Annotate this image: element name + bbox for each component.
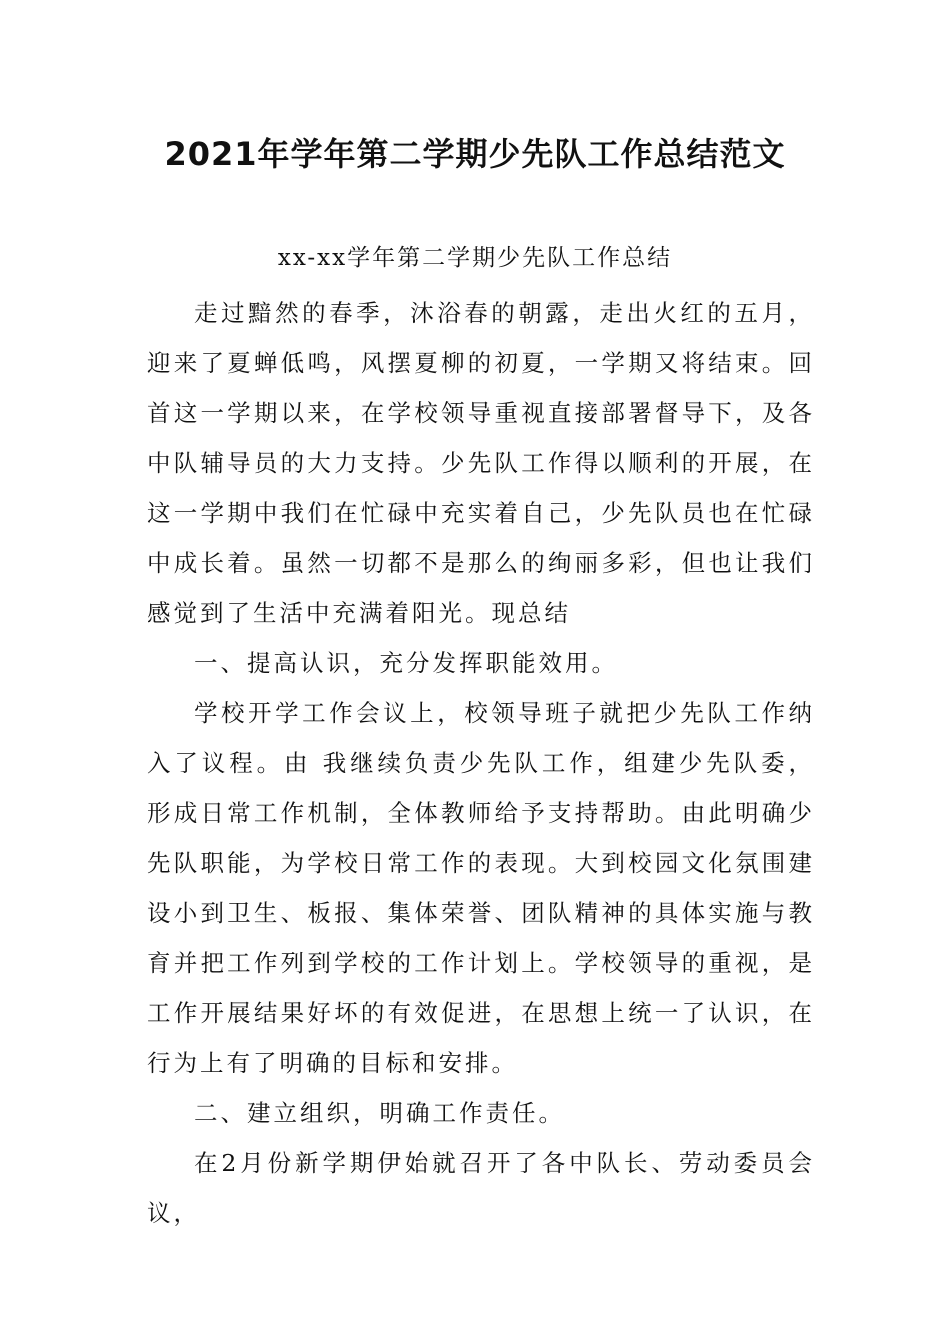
body-paragraph-section-2: 在2月份新学期伊始就召开了各中队长、劳动委员会议， [147,1149,815,1227]
document-title: 2021年学年第二学期少先队工作总结范文 [164,135,786,173]
body-paragraph-intro: 走过黯然的春季，沐浴春的朝露，走出火红的五月，迎来了夏蝉低鸣，风摆夏柳的初夏，一学期又将结束。回首这一学期以来，在学校领导重视直接部署督导下，及各中队辅导员的大力支持。少先队工作得以顺利的开展，在这一学期中我们在忙碌中充实着自己，少先队员也在忙碌中成长着。虽然一切都不是那么的绚丽多彩，但也让我们感觉到了生活中充满着阳光。现总结 [147,299,815,627]
document-subtitle: xx-xx学年第二学期少先队工作总结 [277,245,673,271]
section-heading-1: 一、提高认识，充分发挥职能效用。 [194,649,618,677]
section-heading-2: 二、建立组织，明确工作责任。 [194,1099,565,1127]
document-body [147,288,815,1238]
body-paragraph-section-1: 学校开学工作会议上，校领导班子就把少先队工作纳入了议程。由 我继续负责少先队工作，组建少先队委，形成日常工作机制，全体教师给予支持帮助。由此明确少先队职能，为学校日常工作的表现。大到校园文化氛围建设小到卫生、板报、集体荣誉、团队精神的具体实施与教育并把工作列到学校的工作计划上。学校领导的重视，是工作开展结果好坏的有效促进，在思想上统一了认识，在行为上有了明确的目标和安排。 [147,699,815,1077]
